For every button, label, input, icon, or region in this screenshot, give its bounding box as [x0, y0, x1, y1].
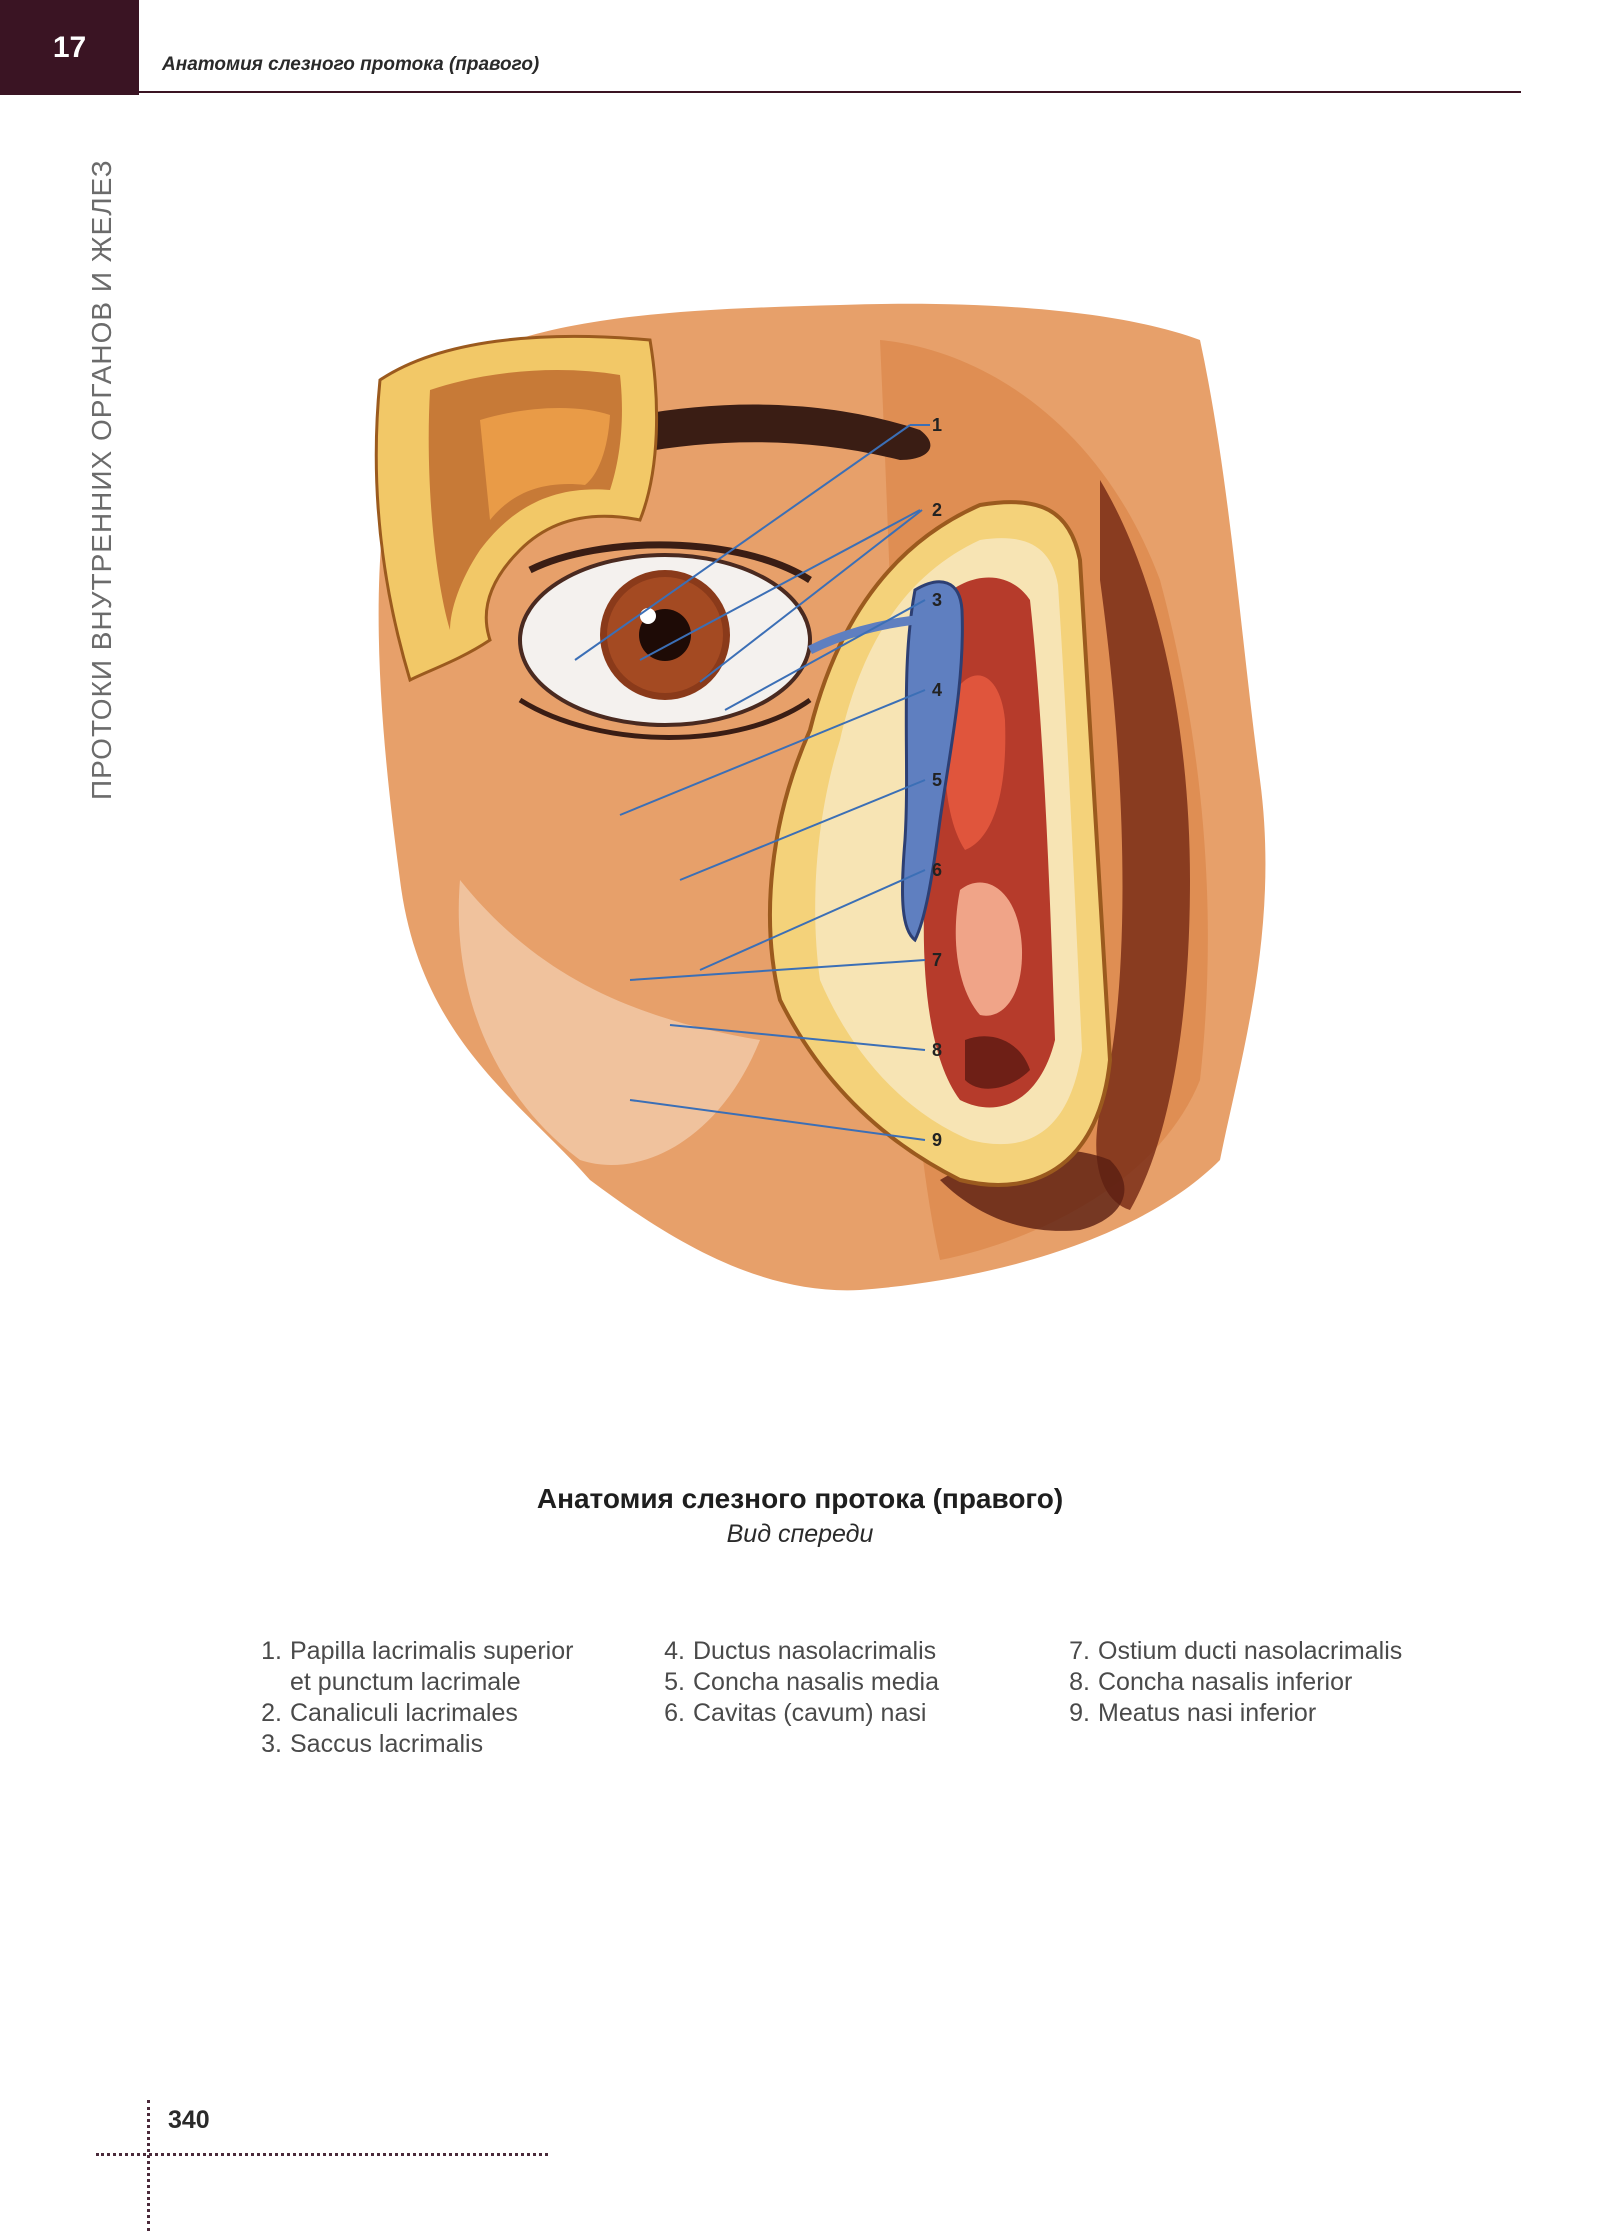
callout-3: 3 — [932, 590, 943, 610]
legend-column-2 — [653, 1636, 939, 1729]
lacrimal-duct-illustration — [340, 280, 1360, 1320]
legend-item: 3. Saccus lacrimalis — [261, 1730, 484, 1758]
callout-7: 7 — [932, 950, 943, 970]
running-title: Анатомия слезного протока (правого) — [162, 54, 540, 75]
legend-item: et punctum lacrimale — [290, 1668, 521, 1696]
legend-item: 5. Concha nasalis media — [664, 1668, 939, 1696]
legend-item: 7. Ostium ducti nasolacrimalis — [1069, 1637, 1403, 1665]
legend-item: 2. Canaliculi lacrimales — [261, 1699, 518, 1727]
figure-caption-title: Анатомия слезного протока (правого) — [536, 1483, 1064, 1514]
legend-item: 4. Ductus nasolacrimalis — [664, 1637, 937, 1665]
callout-5: 5 — [932, 770, 943, 790]
callout-4: 4 — [932, 680, 943, 700]
legend-item: 1. Papilla lacrimalis superior — [261, 1637, 574, 1665]
section-title: ПРОТОКИ ВНУТРЕННИХ ОРГАНОВ И ЖЕЛЕЗ — [86, 159, 117, 800]
callout-8: 8 — [932, 1040, 943, 1060]
legend-item: 9. Meatus nasi inferior — [1069, 1699, 1317, 1727]
figure-caption-subtitle: Вид спереди — [726, 1520, 874, 1548]
callout-1: 1 — [932, 415, 943, 435]
callout-2: 2 — [932, 500, 943, 520]
chapter-number-badge — [0, 0, 139, 95]
legend-item: 8. Concha nasalis inferior — [1069, 1668, 1353, 1696]
legend-item: 6. Cavitas (cavum) nasi — [664, 1699, 927, 1727]
header-rule — [139, 91, 1521, 93]
footer-dotted-rule-horizontal — [96, 2153, 548, 2156]
legend-column-1 — [250, 1636, 573, 1760]
chapter-number: 17 — [52, 30, 87, 64]
section-sidebar — [82, 120, 122, 800]
callout-9: 9 — [932, 1130, 943, 1150]
callout-6: 6 — [932, 860, 943, 880]
legend-column-3 — [1058, 1636, 1402, 1729]
footer-dotted-rule-vertical — [147, 2100, 150, 2231]
page-number: 340 — [168, 2106, 210, 2134]
